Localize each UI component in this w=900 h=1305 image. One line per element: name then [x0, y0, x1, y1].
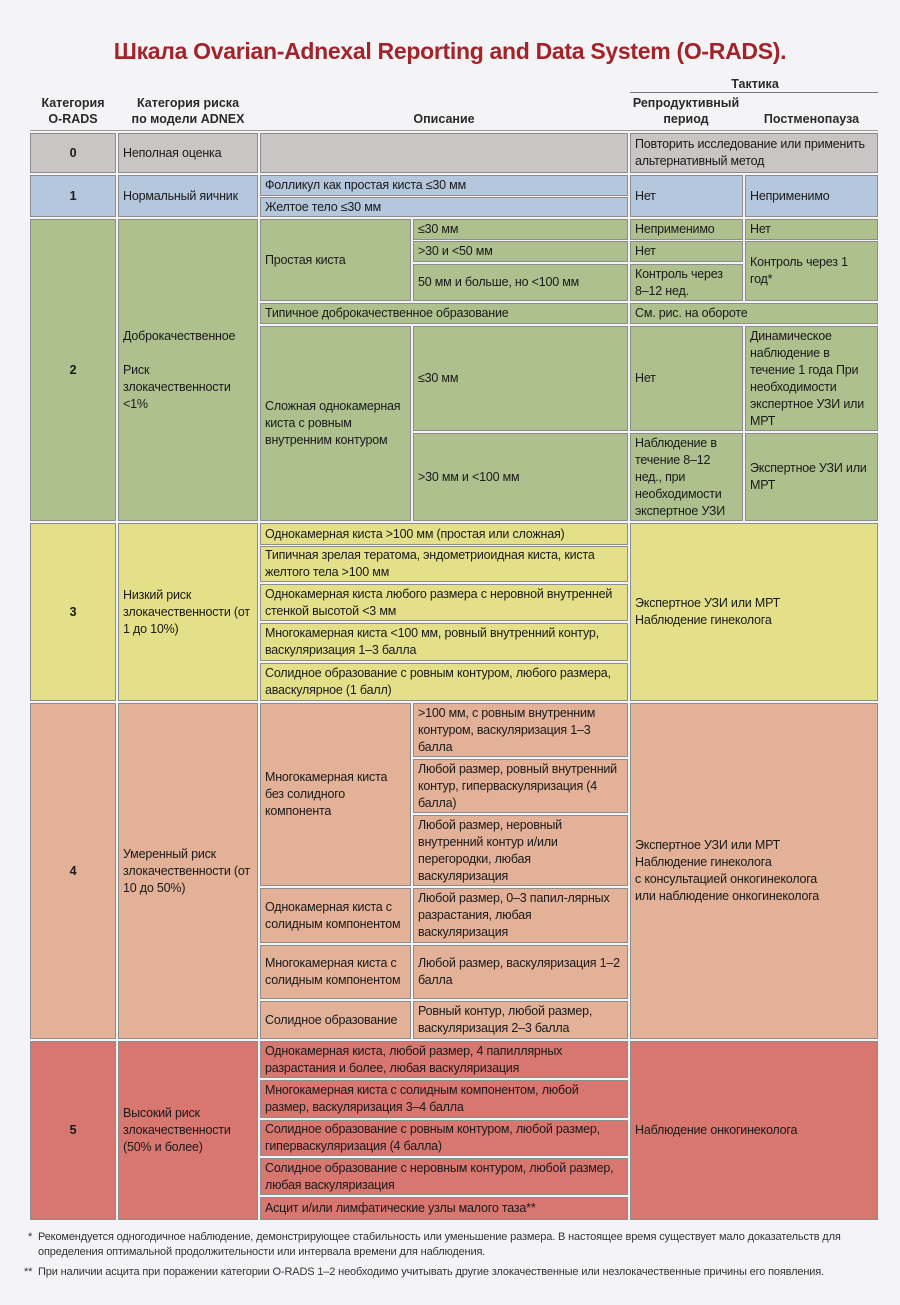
footnote-2-mark: ** [24, 1266, 33, 1278]
unilocular-solid-label: Однокамерная киста с солидным компонентом [260, 888, 411, 943]
category-1: 1 [30, 175, 116, 217]
complex-cyst-post-2: Экспертное УЗИ или МРТ [745, 433, 878, 521]
simple-cyst-post-2: Контроль через 1 год* [745, 241, 878, 301]
page-title: Шкала Ovarian-Adnexal Reporting and Data System (O-RADS). [113, 38, 787, 64]
category-2: 2 [30, 219, 116, 521]
complex-cyst-size-2: >30 мм и <100 мм [413, 433, 628, 521]
footnote-2-text: При наличии асцита при поражении категории O-RADS 1–2 необходимо учитывать другие злокачественные или незлокачественные причины его появления. [38, 1266, 824, 1278]
tactic-5: Наблюдение онкогинеколога [630, 1041, 878, 1220]
simple-cyst-size-3: 50 мм и больше, но <100 мм [413, 264, 628, 301]
complex-cyst-size-1: ≤30 мм [413, 326, 628, 431]
multilocular-no-solid-item-1: >100 мм, с ровным внутренним контуром, васкуляризация 1–3 балла [413, 703, 628, 757]
tactic-3: Экспертное УЗИ или МРТ Наблюдение гинеколога [630, 523, 878, 701]
description-5-a: Однокамерная киста, любой размер, 4 папиллярных разрастания и более, любая васкуляризация [260, 1041, 628, 1078]
header-reproductive: Репродуктивный период [632, 96, 740, 126]
risk-2: Доброкачественное Риск злокачественности <1% [118, 219, 258, 521]
header-divider [30, 130, 878, 131]
description-3-d: Многокамерная киста <100 мм, ровный внутренний контур, васкуляризация 1–3 балла [260, 623, 628, 661]
category-0: 0 [30, 133, 116, 173]
footnote-1-mark: * [28, 1231, 33, 1243]
complex-cyst-repro-1: Нет [630, 326, 743, 431]
description-1-a: Фолликул как простая киста ≤30 мм [260, 175, 628, 196]
description-5-e: Асцит и/или лимфатические узлы малого таза** [260, 1197, 628, 1220]
header-tactics: Тактика [731, 77, 779, 91]
description-3-b: Типичная зрелая тератома, эндометриоидная киста, киста желтого тела >100 мм [260, 546, 628, 582]
description-3-a: Однокамерная киста >100 мм (простая или сложная) [260, 523, 628, 545]
category-5: 5 [30, 1041, 116, 1220]
footnote-1-text: Рекомендуется одногодичное наблюдение, демонстрирующее стабильность или уменьшение размера. В настоящее время существует мало доказательств для определения оптимальной продолжительности или интервала времени для наблюдения. [38, 1231, 841, 1258]
typical-benign-tactic: См. рис. на обороте [630, 303, 878, 324]
description-5-d: Солидное образование с неровным контуром, любой размер, любая васкуляризация [260, 1158, 628, 1195]
description-5-b: Многокамерная киста с солидным компонентом, любой размер, васкуляризация 3–4 балла [260, 1080, 628, 1118]
risk-3: Низкий риск злокачественности (от 1 до 10%) [118, 523, 258, 701]
description-1-b: Желтое тело ≤30 мм [260, 197, 628, 217]
tactic-1-postmenopause: Неприменимо [745, 175, 878, 217]
multilocular-no-solid-item-2: Любой размер, ровный внутренний контур, гиперваскуляризация (4 балла) [413, 759, 628, 813]
tactic-0: Повторить исследование или применить альтернативный метод [630, 133, 878, 173]
simple-cyst-size-1: ≤30 мм [413, 219, 628, 240]
complex-cyst-post-1: Динамическое наблюдение в течение 1 года При необходимости экспертное УЗИ или МРТ [745, 326, 878, 431]
category-3: 3 [30, 523, 116, 701]
simple-cyst-post-1: Нет [745, 219, 878, 240]
risk-4: Умеренный риск злокачественности (от 10 до 50%) [118, 703, 258, 1039]
header-category: Категория O-RADS [41, 96, 105, 126]
header-risk: Категория риска по модели ADNEX [131, 96, 245, 126]
unilocular-solid-item: Любой размер, 0–3 папил-лярных разрастания, любая васкуляризация [413, 888, 628, 943]
solid-item: Ровный контур, любой размер, васкуляризация 2–3 балла [413, 1001, 628, 1039]
category-4: 4 [30, 703, 116, 1039]
simple-cyst-size-2: >30 и <50 мм [413, 241, 628, 262]
complex-cyst-repro-2: Наблюдение в течение 8–12 нед., при необходимости экспертное УЗИ [630, 433, 743, 521]
complex-cyst-label: Сложная однокамерная киста с ровным внутренним контуром [260, 326, 411, 521]
multilocular-solid-label: Многокамерная киста с солидным компонентом [260, 945, 411, 999]
typical-benign: Типичное доброкачественное образование [260, 303, 628, 324]
description-5-c: Солидное образование с ровным контуром, любой размер, гиперваскуляризация (4 балла) [260, 1120, 628, 1156]
multilocular-no-solid-label: Многокамерная киста без солидного компонента [260, 703, 411, 886]
tactic-1-reproductive: Нет [630, 175, 743, 217]
simple-cyst-label: Простая киста [260, 219, 411, 301]
simple-cyst-repro-1: Неприменимо [630, 219, 743, 240]
header-postmenopause: Постменопауза [763, 112, 860, 126]
risk-1: Нормальный яичник [118, 175, 258, 217]
simple-cyst-repro-2: Нет [630, 241, 743, 262]
description-0-empty [260, 133, 628, 173]
header-tactics-divider [630, 92, 878, 93]
description-3-c: Однокамерная киста любого размера с неровной внутренней стенкой высотой <3 мм [260, 584, 628, 621]
multilocular-solid-item: Любой размер, васкуляризация 1–2 балла [413, 945, 628, 999]
simple-cyst-repro-3: Контроль через 8–12 нед. [630, 264, 743, 301]
description-3-e: Солидное образование с ровным контуром, любого размера, аваскулярное (1 балл) [260, 663, 628, 701]
tactic-4: Экспертное УЗИ или МРТ Наблюдение гинеколога с консультацией онкогинеколога или наблюдение онкогинеколога [630, 703, 878, 1039]
multilocular-no-solid-item-3: Любой размер, неровный внутренний контур и/или перегородки, любая васкуляризация [413, 815, 628, 886]
solid-label: Солидное образование [260, 1001, 411, 1039]
risk-0: Неполная оценка [118, 133, 258, 173]
footnote-2 [24, 1265, 878, 1280]
risk-5: Высокий риск злокачественности (50% и более) [118, 1041, 258, 1220]
header-description: Описание [413, 112, 475, 126]
footnote-1 [28, 1230, 878, 1260]
